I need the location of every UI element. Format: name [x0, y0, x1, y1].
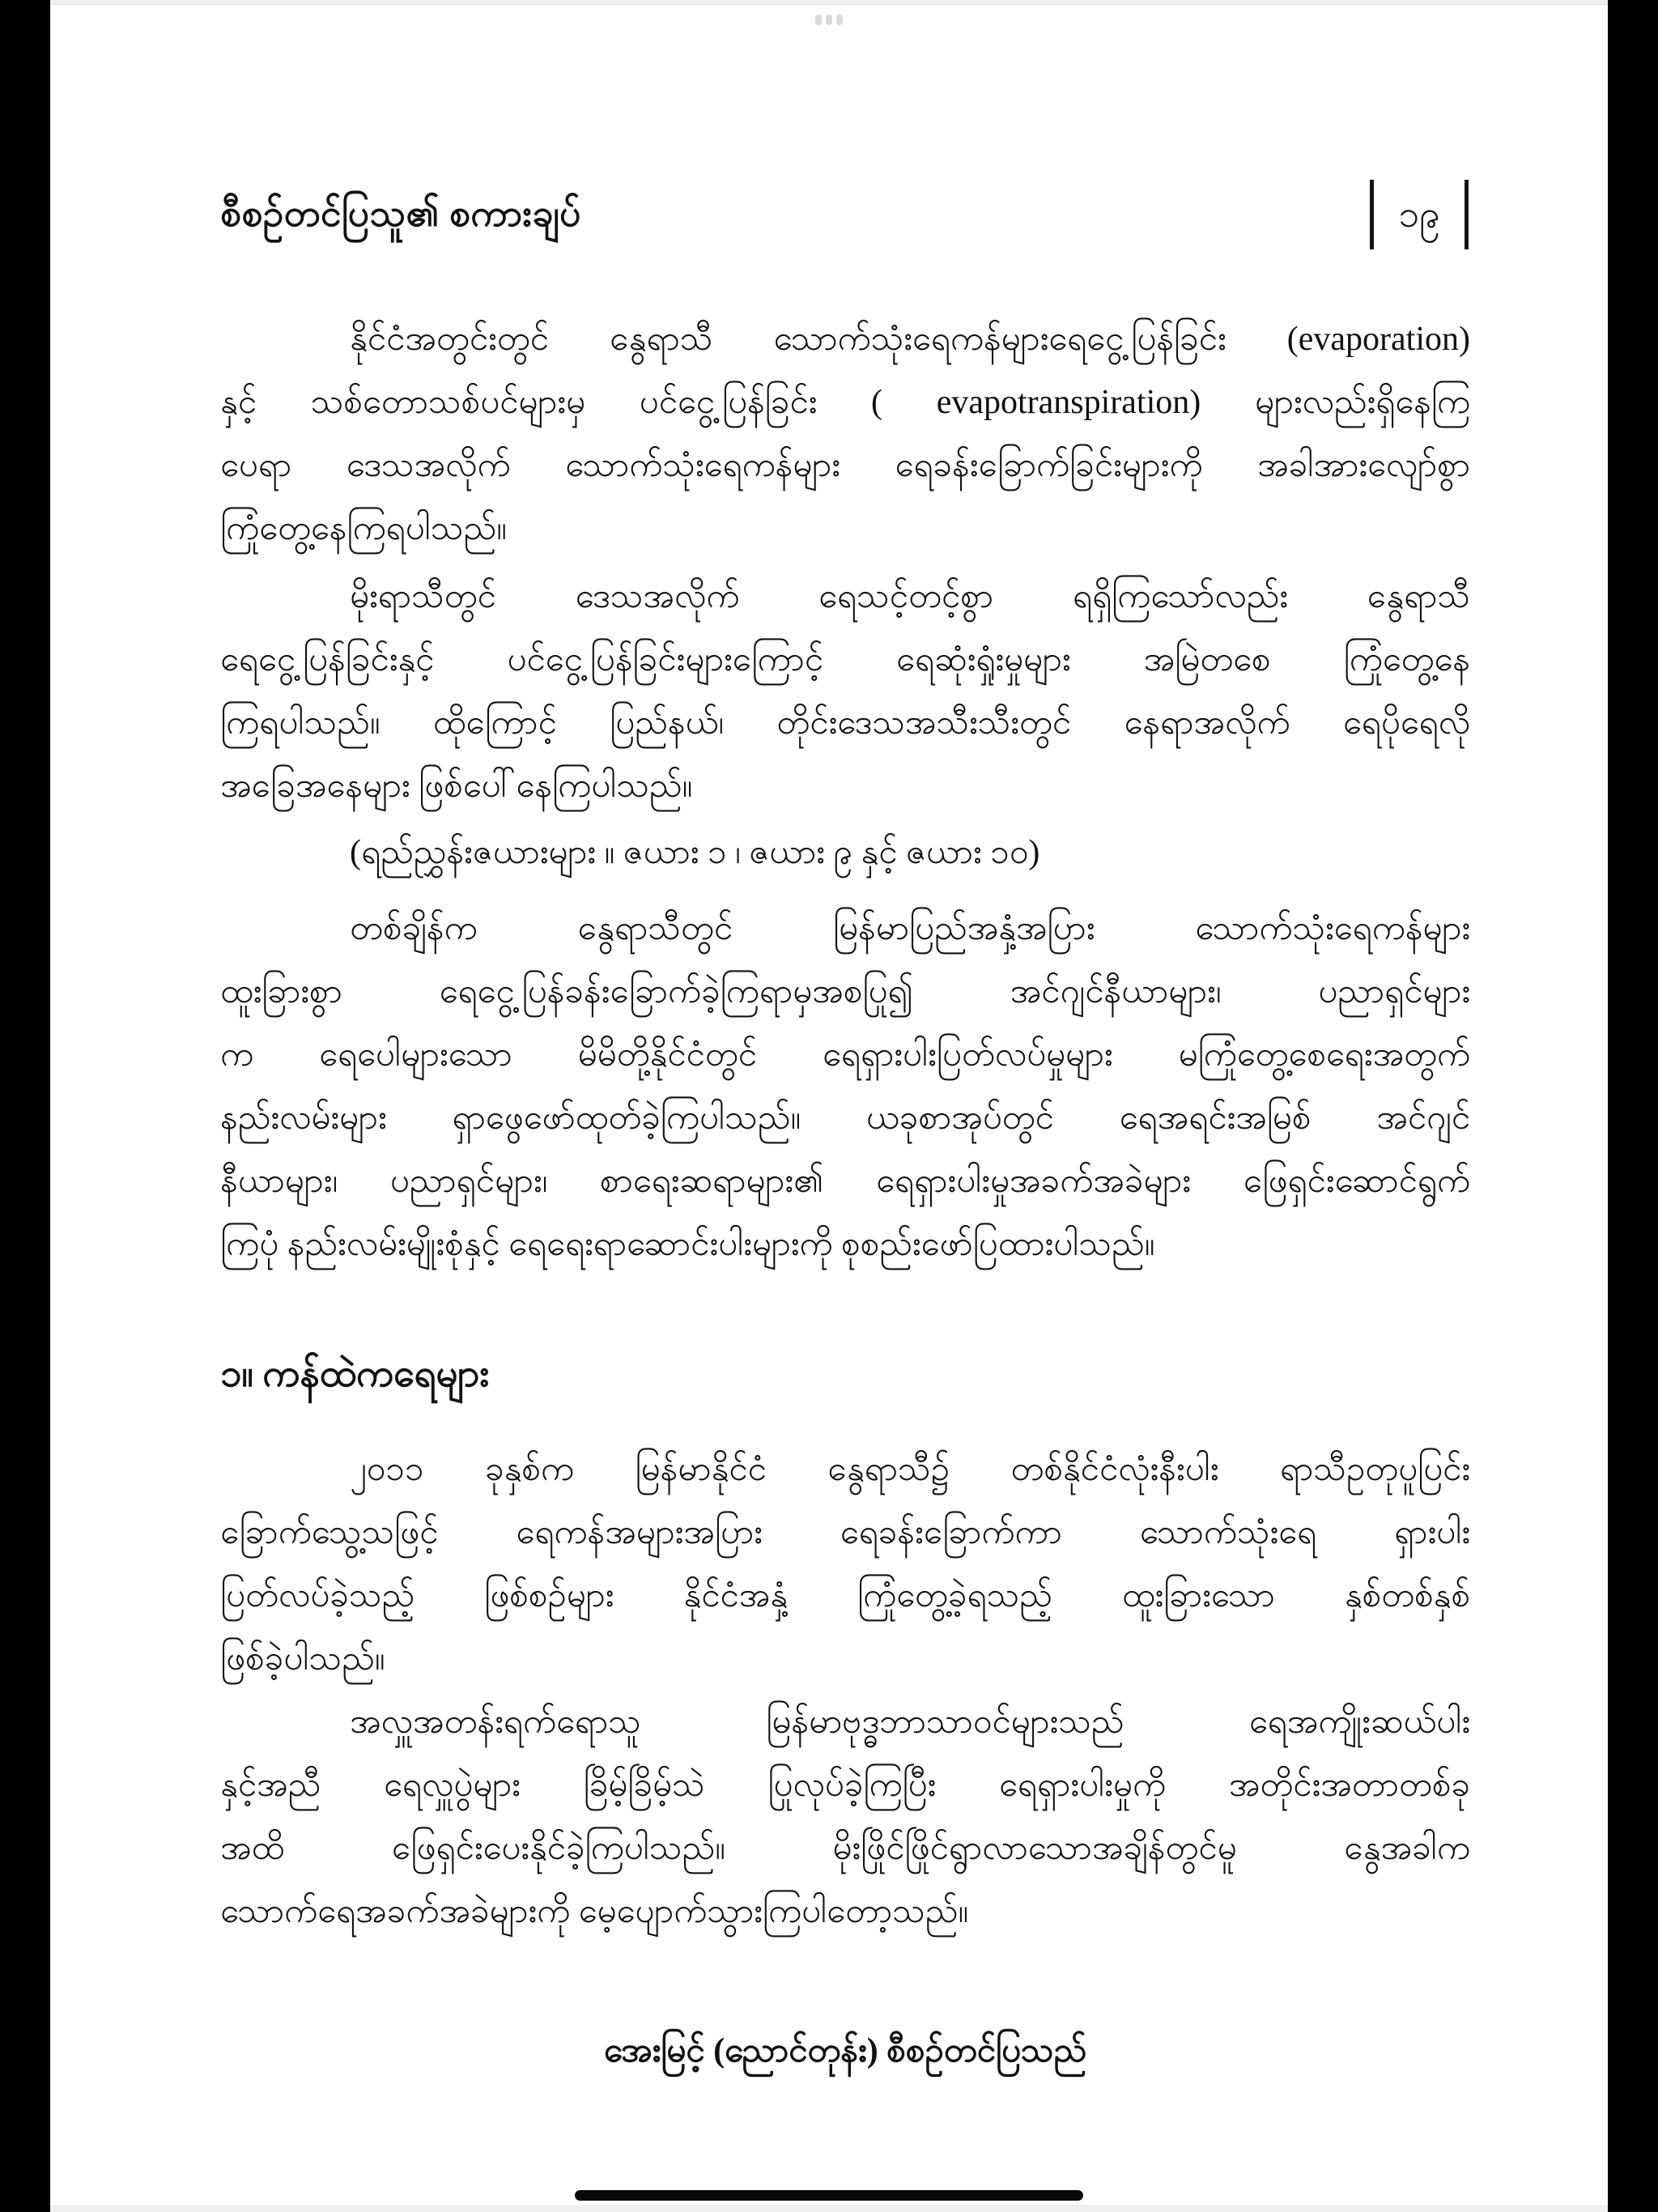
paragraph-3 — [220, 897, 1470, 1276]
handle-dot-icon — [826, 15, 832, 25]
text-line: ၂၀၁၁ ခုနှစ်က မြန်မာနိုင်ငံ နွေရာသီ၌ တစ်နိုင်ငံလုံးနီးပါး ရာသီဥတုပူပြင်း — [350, 1451, 1470, 1488]
text-line: အလှူအတန်းရက်ရောသူ မြန်မာဗုဒ္ဓဘာသာဝင်များသည် ရေအကျိုးဆယ်ပါး — [350, 1704, 1470, 1741]
reference-line — [220, 821, 1470, 884]
drag-handle-icon[interactable] — [815, 15, 843, 25]
text-line: ခြောက်သွေ့သဖြင့် ရေကန်အများအပြား ရေခန်းခြောက်ကာ သောက်သုံးရေ ရှားပါး — [220, 1514, 1470, 1551]
previous-page-edge — [50, 0, 1608, 5]
section-heading — [220, 1346, 1470, 1402]
paragraph-5 — [220, 1691, 1470, 1943]
text-line: နီယာများ၊ ပညာရှင်များ၊ စာရေးဆရာများ၏ ရေရှားပါးမှုအခက်အခဲများ ဖြေရှင်းဆောင်ရွက် — [220, 1163, 1470, 1200]
page-body — [220, 0, 1470, 2212]
letterbox-left — [0, 0, 50, 2212]
text-line: ကြုံတွေ့နေကြရပါသည်။ — [220, 510, 507, 547]
handle-dot-icon — [815, 15, 822, 25]
page-number: ၁၉ — [1398, 194, 1440, 235]
next-page-edge — [50, 2206, 1608, 2212]
text-line: ဖြစ်ခဲ့ပါသည်။ — [220, 1640, 385, 1678]
letterbox-right — [1608, 0, 1658, 2212]
text-line: နှင့်အညီ ရေလှူပွဲများ ခြိမ့်ခြိမ့်သဲ ပြုလုပ်ခဲ့ကြပြီး ရေရှားပါးမှုကို အတိုင်းအတာတစ်ခု — [220, 1767, 1470, 1804]
paragraph-4 — [220, 1438, 1470, 1691]
paragraph-1 — [220, 308, 1470, 560]
text-line: နိုင်ငံအတွင်းတွင် နွေရာသီ သောက်သုံးရေကန်များရေငွေ့ပြန်ခြင်း (evaporation) — [350, 321, 1470, 358]
text-line: နည်းလမ်းများ ရှာဖွေဖော်ထုတ်ခဲ့ကြပါသည်။ ယခုစာအုပ်တွင် ရေအရင်းအမြစ် အင်ဂျင် — [220, 1100, 1470, 1137]
presenter-credit: အေးမြင့် (ညောင်တုန်း) စီစဉ်တင်ပြသည် — [603, 2032, 1087, 2069]
text-line: သောက်ရေအခက်အခဲများကို မေ့ပျောက်သွားကြပါတော့သည်။ — [220, 1893, 969, 1930]
text-line: နှင့် သစ်တောသစ်ပင်များမှ ပင်ငွေ့ပြန်ခြင်း ( evapotranspiration) များလည်းရှိနေကြ — [220, 384, 1470, 421]
text-line: ကြရပါသည်။ ထိုကြောင့် ပြည်နယ်၊ တိုင်းဒေသအသီးသီးတွင် နေရာအလိုက် ရေပိုရေလို — [220, 704, 1470, 742]
text-line: မိုးရာသီတွင် ဒေသအလိုက် ရေသင့်တင့်စွာ ရရှိကြသော်လည်း နွေရာသီ — [350, 578, 1470, 615]
text-line: အထိ ဖြေရှင်းပေးနိုင်ခဲ့ကြပါသည်။ မိုးဖြိုင်ဖြိုင်ရွာလာသောအချိန်တွင်မူ နွေအခါက — [220, 1830, 1470, 1867]
text-line: ကြပုံ နည်းလမ်းမျိုးစုံနှင့် ရေရေးရာဆောင်းပါးများကို စုစည်းဖော်ပြထားပါသည်။ — [220, 1226, 1155, 1263]
handle-dot-icon — [836, 15, 843, 25]
text-line: (ရည်ညွှန်းဇယားများ ။ ဇယား ၁ ၊ ဇယား ၉ နှင့် ဇယား ၁၀) — [350, 834, 1040, 871]
text-line: ပြတ်လပ်ခဲ့သည့် ဖြစ်စဉ်များ နိုင်ငံအနှံ့ ကြုံတွေ့ခဲ့ရသည့် ထူးခြားသော နှစ်တစ်နှစ် — [220, 1577, 1470, 1614]
text-line: ရေငွေ့ပြန်ခြင်းနှင့် ပင်ငွေ့ပြန်ခြင်းများကြောင့် ရေဆုံးရှုံးမှုများ အမြဲတစေ ကြုံတွေ့နေ — [220, 641, 1470, 678]
text-line: အခြေအနေများ ဖြစ်ပေါ်နေကြပါသည်။ — [220, 768, 693, 805]
text-line: ပေရာ ဒေသအလိုက် သောက်သုံးရေကန်များ ရေခန်းခြောက်ခြင်းများကို အခါအားလျော်စွာ — [220, 447, 1470, 484]
text-line: ၁။ ကန်ထဲကရေများ — [220, 1353, 490, 1395]
paragraph-2 — [220, 565, 1470, 818]
text-line: တစ်ချိန်က နွေရာသီတွင် မြန်မာပြည်အနှံ့အပြား သောက်သုံးရေကန်များ — [350, 910, 1470, 947]
text-line: က ရေပေါများသော မိမိတို့နိုင်ငံတွင် ရေရှားပါးပြတ်လပ်မှုများ မကြုံတွေ့စေရေးအတွက် — [220, 1036, 1470, 1074]
text-line: ထူးခြားစွာ ရေငွေ့ပြန်ခန်းခြောက်ခဲ့ကြရာမှအစပြု၍ အင်ဂျင်နီယာများ၊ ပညာရှင်များ — [220, 973, 1470, 1010]
running-header-title: စီစဉ်တင်ပြသူ၏ စကားချပ် — [220, 193, 581, 234]
home-indicator-bar[interactable] — [575, 2190, 1083, 2201]
